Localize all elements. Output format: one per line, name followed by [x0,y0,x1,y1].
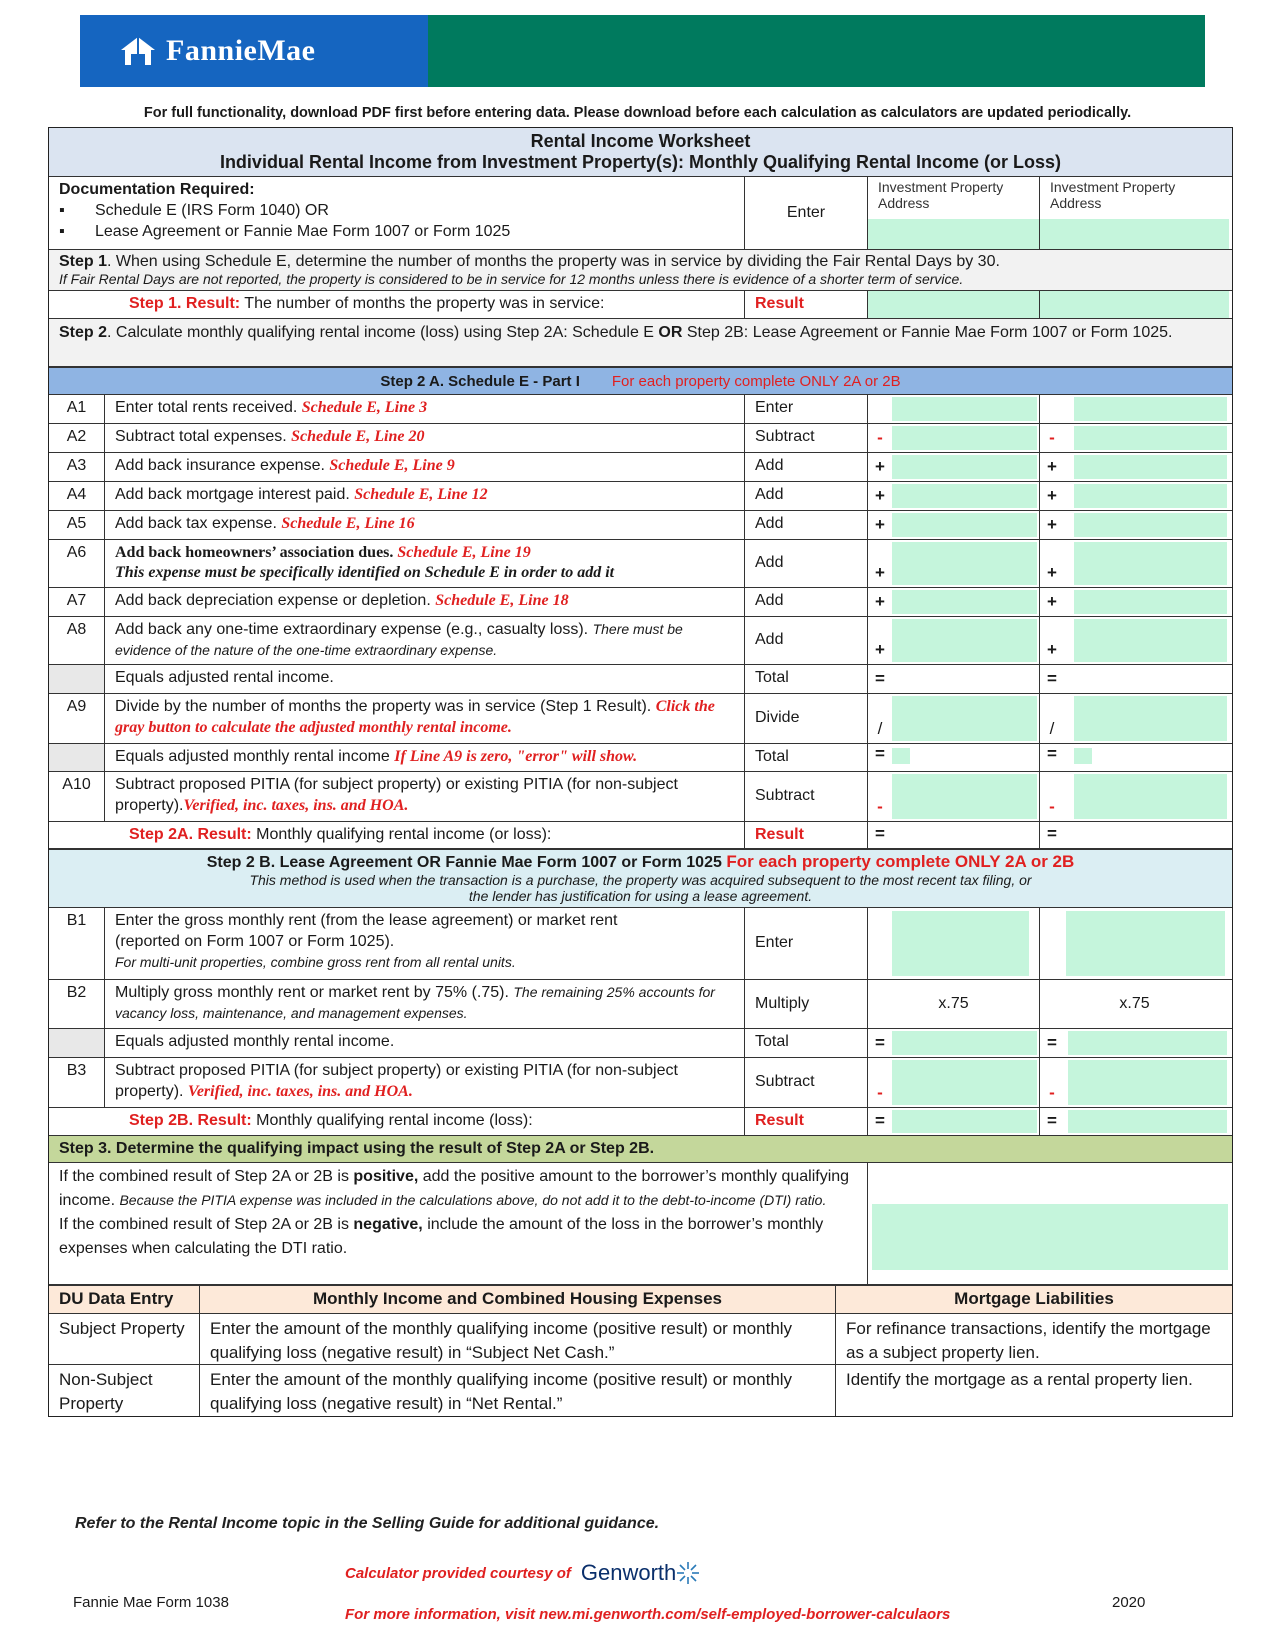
table-row [49,694,1232,744]
row-action: Total [744,1029,867,1057]
row-text: Subtract total expenses. [115,428,287,445]
value-input-2[interactable] [1074,696,1227,741]
step2b-title: Step 2 B. Lease Agreement OR Fannie Mae Form 1007 or Form 1025 [206,854,722,871]
row-number: A1 [66,399,87,416]
row-action: Subtract [744,1058,867,1107]
value-cell-1 [867,1108,1039,1135]
table-row [49,453,1232,482]
step2b-header [49,850,1232,908]
value-input-2[interactable] [1068,1060,1227,1105]
step2a-note: For each property complete ONLY 2A or 2B [611,372,901,390]
step3-positive-b: positive, [353,1168,419,1185]
value-input-1[interactable] [892,426,1037,450]
row-number: A5 [66,515,87,532]
row-action: Add [744,588,867,616]
row-text: Enter total rents received. [115,399,298,416]
step2b-title-line [207,852,1075,872]
sign: - [1049,797,1055,816]
row-description [104,1058,744,1107]
form-year: 2020 [1112,1594,1146,1611]
sign: + [1047,563,1057,582]
step1-text [59,253,1222,271]
genworth-logo-text: Genworth [580,1560,677,1585]
row-description: Equals adjusted monthly rental income. [104,1029,744,1057]
row-number: A7 [66,592,87,609]
sign: + [875,457,885,476]
row-text: Enter the gross monthly rent (from the lease agreement) or market rent (reported on Form 1007 or Form 1025). [115,912,618,950]
documentation-item [59,201,734,222]
value-input-1[interactable] [892,513,1037,537]
sign: = [875,744,885,763]
documentation-item-text: Lease Agreement or Fannie Mae Form 1007 or Form 1025 [95,222,511,240]
step2a-header [49,368,1232,395]
worksheet-title [49,128,1232,177]
value-input-1[interactable] [892,911,1029,976]
value-input-2[interactable] [1074,774,1227,819]
step3-negative [59,1213,857,1261]
multiplier-2: x.75 [1039,980,1229,1028]
du-cell: For refinance transactions, identify the mortgage as a subject property lien. [835,1314,1232,1364]
du-cell: Non-Subject Property [59,1370,153,1413]
step1-note: If Fair Rental Days are not reported, the property is considered to be in service for 12 months unless there is evidence of a shorter term of service. [59,271,964,287]
table-row [49,744,1232,772]
value-cell-1 [867,908,1039,979]
download-notice: For full functionality, download PDF first before entering data. Please download before each calculation as calculators are updated periodically. [143,105,1132,121]
step1-result-text: The number of months the property was in service: [244,295,605,312]
row-description [104,694,744,743]
documentation-item-text: Schedule E (IRS Form 1040) OR [95,201,329,219]
row-note: For multi-unit properties, combine gross rent from all rental units. [115,953,516,970]
step3-header: Step 3. Determine the qualifying impact using the result of Step 2A or Step 2B. [49,1136,1232,1163]
row-text: Subtract proposed PITIA (for subject property) or existing PITIA (for non-subject property). [115,1062,678,1100]
value-cell-2 [1039,772,1229,821]
step1-result-label [49,291,744,318]
value-cell-2 [1039,665,1229,693]
property-address-1-input[interactable] [868,219,1039,249]
sign: / [877,719,883,738]
sign: + [875,563,885,582]
result-output-1 [892,824,1037,846]
value-cell-1 [867,482,1039,510]
table-row [49,1029,1232,1058]
value-output-2 [1068,1031,1227,1055]
value-cell-1 [867,617,1039,664]
bullet-icon: ▪ [59,222,65,240]
value-input-1[interactable] [892,696,1037,741]
value-cell-1 [867,453,1039,481]
table-row [49,772,1232,822]
value-cell-1 [867,772,1039,821]
row-number: A4 [66,486,87,503]
result-output-2 [1064,824,1227,846]
property-address-1-label: Investment Property Address [878,179,1004,211]
row-note: This expense must be specifically identified on Schedule E in order to add it [115,564,615,581]
step3-combined-cell [867,1163,1232,1284]
row-number: B1 [66,912,87,929]
table-row [49,617,1232,665]
step3-positive-a: If the combined result of Step 2A or 2B is [59,1168,354,1185]
brand-green-bar [428,15,1205,87]
step1-result-lead: Step 1. Result: [129,295,241,312]
property-address-2 [1039,177,1229,249]
more-info-link[interactable]: For more information, visit new.mi.genworth.com/self-employed-borrower-calculaors [345,1606,951,1623]
sign [868,419,892,423]
value-input-2[interactable] [1074,484,1227,508]
step2a-result-action: Result [744,822,867,848]
table-row [49,482,1232,511]
row-number [49,665,104,693]
sign: + [1047,640,1057,659]
value-output-1 [892,667,1037,691]
du-row-nonsubject [49,1365,1232,1416]
value-input-1[interactable] [892,619,1037,662]
documentation-action: Enter [744,177,867,249]
step2-text [59,322,1172,363]
value-cell-2 [1039,1058,1229,1107]
value-cell-2 [1039,822,1229,848]
row-number: A9 [66,698,87,715]
value-input-1[interactable] [892,397,1037,421]
step3-negative-c: include the amount of the loss in the borrower’s monthly expenses when calculating the DTI ratio. [59,1216,824,1257]
du-cell: Subject Property [59,1319,185,1338]
step2a-result-text: Monthly qualifying rental income (or loss): [256,826,552,843]
brand-logo-area [80,15,428,87]
documentation-cell [49,177,744,249]
sign: = [875,1111,885,1130]
du-header-col1: DU Data Entry [59,1289,174,1308]
step2b-note: For each property complete ONLY 2A or 2B [726,852,1075,871]
row-text: Add back insurance expense. [115,457,325,474]
row-reference: Schedule E, Line 20 [291,428,425,445]
step1-lead: Step 1 [59,253,108,270]
row-description [104,772,744,821]
row-number: A3 [66,457,87,474]
value-cell-1 [867,665,1039,693]
row-description [104,453,744,481]
sign: - [1049,428,1055,447]
table-row [49,395,1232,424]
sign: + [875,486,885,505]
step1-result-value-1[interactable] [867,291,1039,318]
value-cell-2 [1039,744,1229,771]
row-text: Divide by the number of months the property was in service (Step 1 Result). [115,698,652,715]
sign: - [877,797,883,816]
row-number: B2 [66,984,87,1001]
value-cell-1 [867,694,1039,743]
row-action: Total [744,744,867,771]
courtesy-text: Calculator provided courtesy of [345,1564,571,1582]
value-cell-1 [867,395,1039,423]
row-number [49,744,104,771]
value-cell-2 [1039,395,1229,423]
value-cell-2 [1039,694,1229,743]
multiplier-1: x.75 [867,980,1039,1028]
row-number: B3 [66,1062,87,1079]
step3-text [49,1163,867,1284]
sign: + [875,515,885,534]
row-reference: Schedule E, Line 9 [329,457,455,474]
value-cell-2 [1039,588,1229,616]
step3-positive-c: add the positive amount to the borrower’s monthly qualifying income. [59,1168,850,1209]
row-reference: Schedule E, Line 19 [397,544,531,561]
value-cell-1 [867,822,1039,848]
du-header-col3: Mortgage Liabilities [835,1286,1232,1313]
row-reference: Schedule E, Line 18 [435,592,569,609]
du-cell: Identify the mortgage as a rental property lien. [835,1365,1232,1416]
step2-or: OR [658,324,683,341]
bullet-icon: ▪ [59,201,65,219]
row-text: Add back mortgage interest paid. [115,486,350,503]
table-row [49,908,1232,980]
row-description [104,588,744,616]
row-reference: Schedule E, Line 16 [281,515,415,532]
step3-negative-b: negative, [353,1216,423,1233]
step1-result-value-2[interactable] [1039,291,1229,318]
property-address-2-label: Investment Property Address [1050,179,1176,211]
value-cell-2 [1039,511,1229,539]
value-cell-2 [1039,540,1229,587]
row-text: Multiply gross monthly rent or market rent by 75% (.75). [115,984,509,1001]
sign: - [877,1083,883,1102]
row-number: A8 [66,621,87,638]
sign: + [1047,515,1057,534]
step2b-result-row [49,1108,1232,1136]
row-action: Add [744,482,867,510]
table-row [49,540,1232,588]
row-description [104,744,744,771]
sign: + [1047,592,1057,611]
step3-positive-note: Because the PITIA expense was included in the calculations above, do not add it to the debt-to-income (DTI) ratio. [119,1192,827,1208]
step2b-result-lead: Step 2B. Result: [129,1112,252,1129]
row-description [104,511,744,539]
row-description: Equals adjusted rental income. [104,665,744,693]
documentation-row [49,177,1232,250]
step2b-result-text: Monthly qualifying rental income (loss): [256,1112,533,1129]
row-text: Subtract proposed PITIA (for subject property) or existing PITIA (for non-subject property). [115,776,678,814]
row-action: Multiply [744,980,867,1028]
sign: / [1049,719,1055,738]
form-number: Fannie Mae Form 1038 [73,1594,229,1611]
row-reference: Click the gray button to calculate the adjusted monthly rental income. [115,698,715,736]
row-description [104,908,744,979]
row-text: Add back tax expense. [115,515,277,532]
title-line-2: Individual Rental Income from Investment Property(s): Monthly Qualifying Rental Income (or Loss) [219,152,1062,172]
property-address-1 [867,177,1039,249]
row-reference: If Line A9 is zero, "error" will show. [394,748,638,765]
step2a-title: Step 2 A. Schedule E - Part I [380,372,580,390]
row-note: The remaining 25% accounts for vacancy loss, maintenance, and management expenses. [115,984,715,1021]
step2-body-b: Step 2B: Lease Agreement or Fannie Mae Form 1007 or Form 1025. [682,324,1173,341]
documentation-item [59,222,734,243]
step2b-subtitle-2: the lender has justification for using a lease agreement. [468,888,813,904]
worksheet [48,127,1233,1417]
sign: - [877,428,883,447]
row-description [104,980,744,1028]
row-text: Add back homeowners’ association dues. [115,544,394,561]
step1-instructions [49,250,1232,291]
value-cell-2 [1039,453,1229,481]
step2-instructions [49,319,1232,368]
table-row [49,665,1232,694]
step1-result-action: Result [744,291,867,318]
result-output-1 [892,1110,1037,1133]
value-cell-2 [1039,617,1229,664]
row-reference: Verified, inc. taxes, ins. and HOA. [187,1082,413,1100]
selling-guide-reference: Refer to the Rental Income topic in the Selling Guide for additional guidance. [75,1515,660,1532]
row-text: Add back any one-time extraordinary expense (e.g., casualty loss). [115,621,589,638]
house-logo-icon [118,34,158,68]
row-description [104,424,744,452]
sign: - [1049,1083,1055,1102]
row-number: A6 [66,544,87,561]
row-number [49,1029,104,1057]
value-cell-2 [1039,1029,1229,1057]
du-header [49,1285,1232,1314]
value-input-2[interactable] [1066,911,1225,976]
calculator-courtesy [345,1560,700,1586]
value-input-1[interactable] [892,542,1037,585]
sign: = [875,1033,885,1052]
value-input-1[interactable] [892,1060,1037,1105]
sign: = [1047,1033,1057,1052]
sign [1040,419,1064,423]
row-reference: Schedule E, Line 12 [354,486,488,503]
du-row-subject [49,1314,1232,1365]
value-cell-1 [867,424,1039,452]
row-action: Total [744,665,867,693]
sign: = [875,824,885,843]
row-action: Subtract [744,424,867,452]
sign: + [1047,457,1057,476]
value-input-1[interactable] [892,590,1037,614]
step3-positive [59,1165,857,1213]
value-input-2[interactable] [1074,542,1227,585]
row-action: Add [744,511,867,539]
row-text: Add back depreciation expense or depletion. [115,592,431,609]
calculate-button[interactable] [1074,748,1092,764]
value-cell-2 [1039,482,1229,510]
value-cell-1 [867,1029,1039,1057]
row-reference: Schedule E, Line 3 [301,399,428,416]
row-action: Add [744,617,867,664]
du-cell: Enter the amount of the monthly qualifying income (positive result) or monthly qualifying loss (negative result) in “Subject Net Cash.” [199,1314,835,1364]
row-action: Add [744,540,867,587]
title-line-1: Rental Income Worksheet [530,131,751,151]
value-input-2[interactable] [1074,426,1227,450]
brand-banner [80,15,1205,87]
du-header-col2: Monthly Income and Combined Housing Expenses [199,1286,835,1313]
row-description [104,395,744,423]
sign: = [875,669,885,688]
row-reference: Verified, inc. taxes, ins. and HOA. [183,796,409,814]
value-cell-1 [867,744,1039,771]
calculate-button[interactable] [892,748,910,764]
value-input-2[interactable] [1074,590,1227,614]
step2b-result-action: Result [744,1108,867,1135]
value-input-2[interactable] [1074,619,1227,662]
sign: = [1047,744,1057,763]
value-cell-2 [1039,424,1229,452]
value-cell-2 [1039,908,1229,979]
row-action: Enter [744,395,867,423]
row-description [104,540,744,587]
step2b-subtitle-1: This method is used when the transaction is a purchase, the property was acquired subsequent to the most recent tax filing, or [249,872,1032,888]
sign: = [1047,669,1057,688]
step2-lead: Step 2 [59,324,108,341]
brand-name: FannieMae [166,34,316,67]
sign: + [1047,486,1057,505]
step2-body-a: . Calculate monthly qualifying rental income (loss) using Step 2A: Schedule E [107,324,659,341]
step2a-result-row [49,822,1232,850]
sign: + [875,640,885,659]
du-cell: Enter the amount of the monthly qualifying income (positive result) or monthly qualifying loss (negative result) in “Net Rental.” [199,1365,835,1416]
value-input-2[interactable] [1074,455,1227,479]
sign: = [1047,1111,1057,1130]
value-input-1[interactable] [892,455,1037,479]
value-cell-1 [867,1058,1039,1107]
value-output-1 [892,1031,1037,1055]
row-action: Add [744,453,867,481]
table-row [49,424,1232,453]
table-row [49,980,1232,1029]
step2a-result-label [49,822,744,848]
sign: = [1047,824,1057,843]
row-action: Subtract [744,772,867,821]
value-input-2[interactable] [1074,397,1227,421]
step3-negative-a: If the combined result of Step 2A or 2B is [59,1216,354,1233]
step2b-result-label [49,1108,744,1135]
row-description [104,482,744,510]
value-cell-1 [867,588,1039,616]
table-row [49,588,1232,617]
value-input-1[interactable] [892,774,1037,819]
value-input-2[interactable] [1074,513,1227,537]
result-output-2 [1068,1110,1227,1133]
value-output-2 [1064,667,1227,691]
step2a-result-lead: Step 2A. Result: [129,826,252,843]
value-cell-1 [867,540,1039,587]
value-cell-1 [867,511,1039,539]
row-text: Equals adjusted monthly rental income [115,748,390,765]
step1-body: . When using Schedule E, determine the number of months the property was in service by dividing the Fair Rental Days by 30. [107,253,1000,270]
row-number: A2 [66,428,87,445]
step1-result-row [49,291,1232,319]
step3-combined-result[interactable] [872,1204,1228,1270]
value-cell-2 [1039,1108,1229,1135]
row-note: There must be evidence of the nature of the one-time extraordinary expense. [115,621,683,658]
step3-body [49,1163,1232,1285]
row-action: Enter [744,908,867,979]
genworth-burst-icon [676,1561,700,1585]
row-description [104,617,744,664]
table-row [49,511,1232,540]
row-number: A10 [62,776,91,793]
table-row [49,1058,1232,1108]
property-address-2-input[interactable] [1040,219,1229,249]
documentation-label: Documentation Required: [59,181,255,198]
sign: + [875,592,885,611]
value-input-1[interactable] [892,484,1037,508]
row-action: Divide [744,694,867,743]
row-text-line [115,543,734,563]
